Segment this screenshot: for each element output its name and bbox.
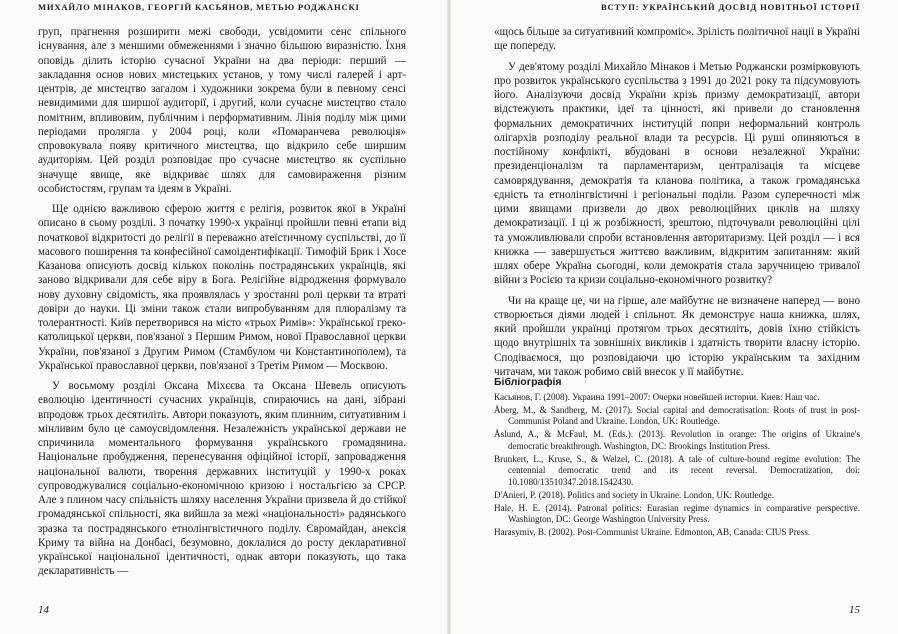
bibliography-section: [494, 376, 860, 540]
page-number-left: 14: [38, 604, 49, 616]
bibliography-list: [494, 392, 860, 539]
paragraph: У восьмому розділі Оксана Міхєєва та Оксана Шевель описують еволюцію ідентичності сучасних українців, спираючись на дані, зібрані впродовж трьох десятиліть. Автори показують, яким плинним, ситуативним і мінливим було це самоусвідомлення. Незалежність української держави не спричинила моментального формування українського громадянина. Національне пробудження, перенесування офіційної історії, запровадження національної валюти, творення державних інституцій у 1990-х роках супроводжувалися соціально-економічною кризою і ностальгією за СРСР. Але з плином часу спільність шляху населення України призвела й до стійкої громадянської спільності, яка вийшла за межі «національності» радянського зразка та пострадянського етнолінгвістичного поділу. Євромайдан, анексія Криму та війна на Донбасі, безумовно, доклалися до росту декларативної української національної ідентичності, однак автори показують, що така декларативність —: [38, 380, 406, 578]
paragraph: Ще однією важливою сферою життя є релігія, розвиток якої в Україні описано в сьому розділі. З початку 1990-х українці пройшли певні етапи від початкової відкритості до релігії в переважно атеїстичному суспільстві, до її масового поширення та конфесійної самоідентифікації. Тимофій Брик і Хосе Казанова описують досвід кількох поколінь пострадянських українців, які заново відкривали для себе віру в Бога. Релігійне відродження формувало нову духовну свідомість, яка проявлялась у зростанні ролі церкви та втраті довіри до науки. Ці зміни також стали випробуванням для плюралізму та толерантності. Київ перетворився на місто «трьох Римів»: Української греко-католицької церкви, пов'язаної з Першим Римом, нової Православної церкви України, пов'язаної з Другим Римом (Стамбулом чи Константинополем), та Української православної церкви, пов'язаної з Третім Римом — Москвою.: [38, 203, 406, 372]
bibliography-entry: Brunkert, L., Kruse, S., & Welzel, C. (2018). A tale of culture-bound regime evolution: The centennial democratic trend and its recent reversal. Democratization, doi: 10.1080/13510347.2018.1542430.: [494, 453, 860, 488]
bibliography-entry: Harasymiv, B. (2002). Post-Communist Ukraine. Edmonton, AB, Canada: CIUS Press.: [494, 527, 811, 538]
paragraph: Чи на краще це, чи на гірше, але майбутнє не визначене наперед — воно створюється діями людей і спільнот. Як демонструє наша книжка, шлях, який пройшли українці протягом трьох десятиліть, довів їхню стійкість щодо внутрішніх та зовнішніх викликів і здатність творити власну історію. Сподіваємося, що розповідаючи цю історію українським та західним читачам, ми також робимо свій внесок у її майбутнє.: [494, 294, 860, 378]
bibliography-entry: Hale, H. E. (2014). Patronal politics: Eurasian regime dynamics in comparative perspective. Washington, DC: George Washington University Press.: [494, 502, 860, 525]
running-head-right: ВСТУП: УКРАЇНСЬКИЙ ДОСВІД НОВІТНЬОЇ ІСТОРІЇ: [601, 2, 860, 12]
paragraph: груп, прагнення розширити межі свободи, усвідомити сенс спільного існування, але з меншими обмеженнями і значно більшою виразністю. Їхня оповідь ділить історію сучасної України на два періоди: перший — закладання основ нових мистецьких установ, у тому числі галерей і арт-центрів, де мистецтво загалом і художники зокрема були в певному сенсі невидимими для ширшої аудиторії, і другий, коли сучасне мистецтво стало помітним, впливовим, публічним і перформативним. Лінія поділу між цими періодами пролягла у 2004 році, коли «Помаранчева революція» спровокувала появу критичного мистецтва, що відкрило себе ширшим аудиторіям. Цей розділ розповідає про сучасне мистецтво як суспільно значуще явище, яке відкриває шлях для самовираження різним особистостям, групам та ідеям в Україні.: [38, 26, 406, 195]
bibliography-heading: Бібліографія: [494, 376, 562, 388]
right-body-text: [494, 25, 860, 385]
page-number-right: 15: [849, 604, 860, 616]
right-page: [449, 0, 898, 634]
left-body-text: [38, 25, 406, 585]
running-head-left: МИХАЙЛО МІНАКОВ, ГЕОРГІЙ КАСЬЯНОВ, МЕТЬЮ РОДЖАНСКІ: [38, 2, 360, 12]
bibliography-entry: Åslund, A., & McFaul, M. (Eds.). (2013). Revolution in orange: The origins of Ukraine's democratic breakthrough. Washington, DC: Brookings Institution Press.: [494, 429, 860, 451]
bibliography-entry: Åberg, M., & Sandberg, M. (2017). Social capital and democratisation: Roots of trust in post-Communist Poland and Ukraine. London, UK: Routledge.: [494, 404, 860, 427]
paragraph: У дев'ятому розділі Михайло Мінаков і Метью Роджански розмірковують про розвиток українського суспільства з 1991 до 2021 року та підсумовують його. Аналізуючи досвід України крізь призму демократизації, автори відстежують практики, ідеї та цінності, які привели до становлення формальних демократичних інституцій попри неформальний контроль олігархів розподілу реальної влади та ресурсів. Ці руші опиняються в постійному конфлікті, вбудовані в основи незалежної України: президенціоналізм та парламентаризм, централізація та місцеве самоврядування, демократія та кланова політика, а також громадянська єдність та етнолінгвістичні і регіональні поділи. Разом суперечності між цими явищами призвели до двох революційних циклів на шляху демократизації. І ці ж розбіжності, зрештою, підточували революційні цілі та уможливлювали спроби встановлення авторитаризму. Цей розділ — і вся книжка — завершується життєво важливим, відкритим запитанням: який шлях обере Україна сьогодні, коли демократія стала заручницею тривалої війни з Росією та кризи соціально-економічного розвитку?: [494, 60, 860, 287]
bibliography-entry: Касьянов, Г. (2008). Украина 1991–2007: Очерки новейшей истории. Киев: Наш час.: [494, 392, 820, 402]
paragraph: «щось більше за ситуативний компроміс». Зрілість політичної нації в Україні ще попереду.: [494, 26, 860, 53]
bibliography-entry: D'Anieri, P. (2018). Politics and society in Ukraine. London, UK: Routledge.: [494, 489, 774, 500]
